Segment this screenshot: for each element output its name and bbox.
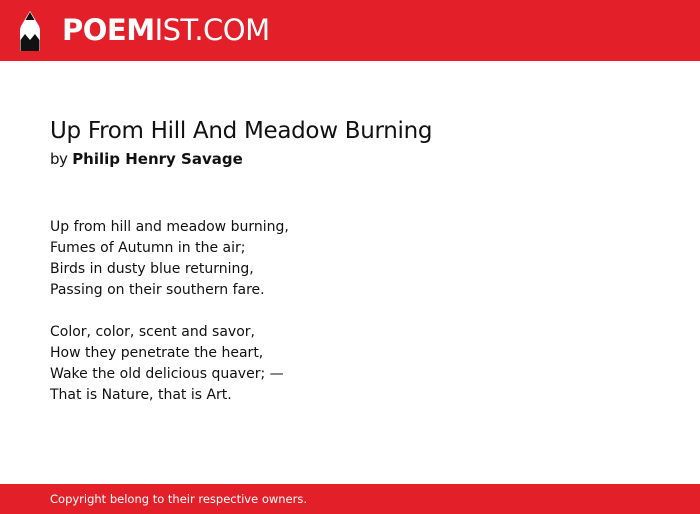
poem-line: Wake the old delicious quaver; — [50,366,284,382]
logo-bold-text: POEM [62,13,155,47]
poem-content [50,116,650,427]
poem-line: Fumes of Autumn in the air; [50,240,246,256]
poem-line: That is Nature, that is Art. [50,387,232,403]
logo-light-text: IST.COM [154,13,270,47]
poem-author: Philip Henry Savage [72,150,243,168]
stanza-1 [50,217,650,301]
stanza-2 [50,322,650,406]
site-logo[interactable] [62,12,270,48]
site-header [0,0,700,61]
poem-line: Color, color, scent and savor, [50,324,255,340]
byline [50,148,650,170]
poem-line: How they penetrate the heart, [50,345,264,361]
poem-line: Birds in dusty blue returning, [50,261,254,277]
by-word: by [50,150,68,168]
poem-line: Passing on their southern fare. [50,282,265,298]
site-footer [0,484,700,514]
pencil-tip-icon[interactable] [18,10,42,52]
poem-body [50,217,650,406]
poem-title: Up From Hill And Meadow Burning [50,118,433,144]
copyright-text: Copyright belong to their respective owners. [50,492,308,506]
poem-line: Up from hill and meadow burning, [50,219,289,235]
